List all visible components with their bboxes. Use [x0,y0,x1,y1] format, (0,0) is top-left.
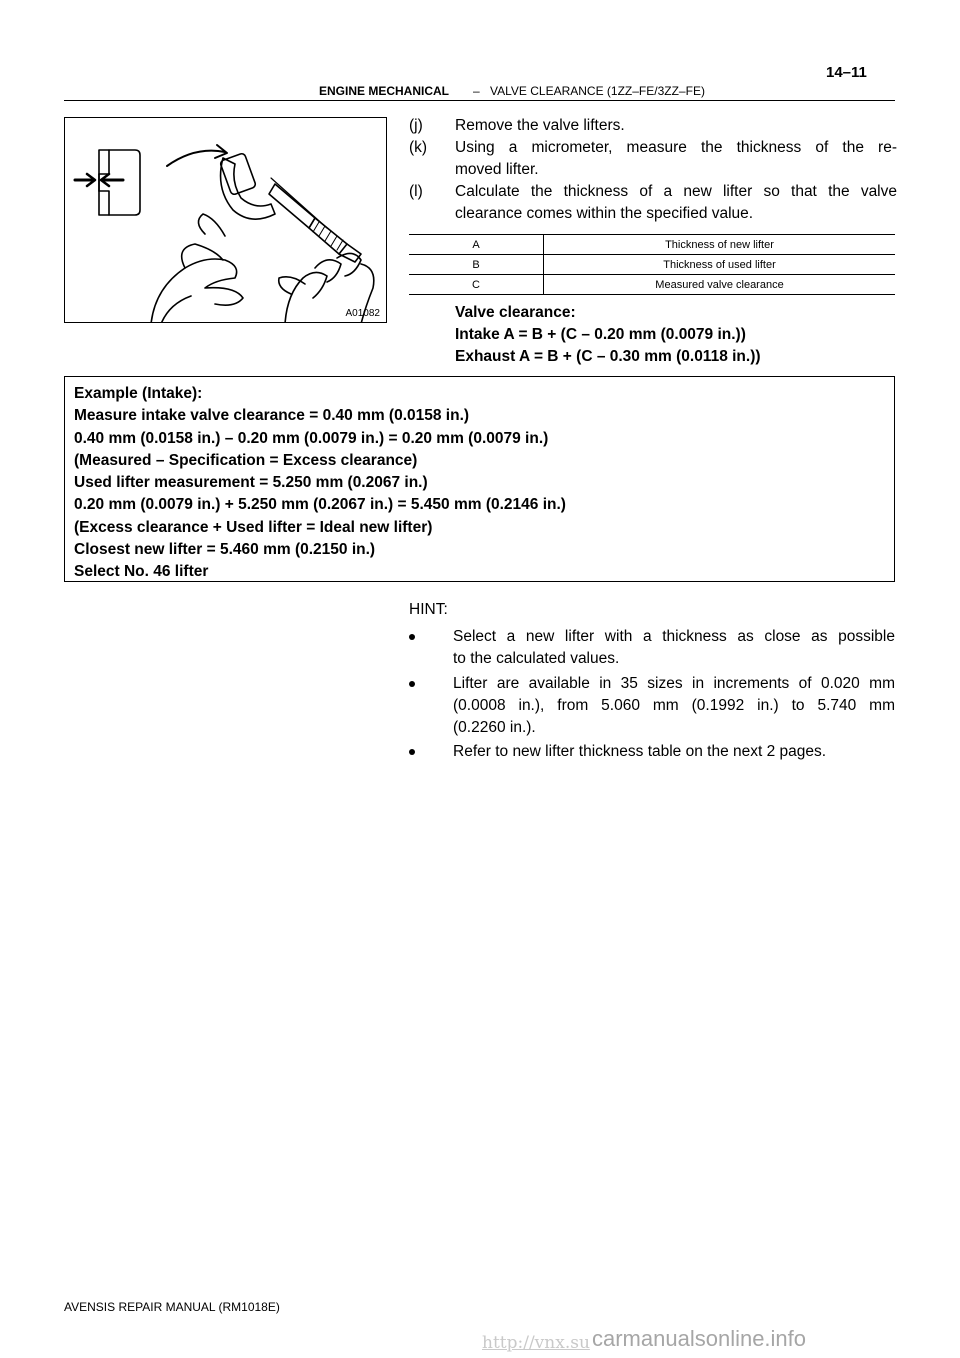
variable-description: Thickness of used lifter [544,255,896,275]
step-text: Using a micrometer, measure the thickness of the re- [455,139,897,156]
step-text-continued: moved lifter. [455,161,539,178]
example-line: Closest new lifter = 5.460 mm (0.2150 in.) [74,541,376,559]
example-line: 0.40 mm (0.0158 in.) – 0.20 mm (0.0079 in.) = 0.20 mm (0.0079 in.) [74,429,549,447]
step-k [409,137,899,181]
step-text: Remove the valve lifters. [455,117,625,134]
hint-bullet [409,673,899,739]
example-line: (Excess clearance + Used lifter = Ideal new lifter) [74,518,433,536]
page-number: 14–11 [826,64,867,81]
hint-bullet [409,741,899,763]
header-separator: – [473,84,480,98]
micrometer-illustration [64,117,387,323]
bullet-icon [409,681,415,687]
manual-footer: AVENSIS REPAIR MANUAL (RM1018E) [64,1300,280,1314]
step-label: (l) [409,183,423,200]
figure-id-label: A01082 [345,308,380,319]
table-row [409,275,895,295]
micrometer-drawing [65,118,387,323]
watermark-link[interactable]: http://vnx.su [482,1333,590,1353]
example-box [64,376,895,582]
example-line: 0.20 mm (0.0079 in.) + 5.250 mm (0.2067 in.) = 5.450 mm (0.2146 in.) [74,496,566,514]
step-label: (k) [409,139,428,156]
example-line: (Measured – Specification = Excess clearance) [74,451,418,469]
formula-exhaust: Exhaust A = B + (C – 0.30 mm (0.0118 in.)) [455,348,761,365]
variable-description: Thickness of new lifter [544,235,896,255]
formula-intake: Intake A = B + (C – 0.20 mm (0.0079 in.)) [455,326,746,343]
table-row [409,235,895,255]
example-line: Used lifter measurement = 5.250 mm (0.2067 in.) [74,474,428,492]
formula-title: Valve clearance: [455,304,576,321]
variable-table [409,234,895,295]
step-l [409,181,899,225]
variable-description: Measured valve clearance [544,275,896,295]
example-line: Measure intake valve clearance = 0.40 mm (0.0158 in.) [74,407,470,425]
hint-title: HINT: [409,601,448,618]
variable-key: B [409,255,544,275]
bullet-text: Select a new lifter with a thickness as close as possible [453,628,895,645]
bullet-icon [409,634,415,640]
watermark-site: carmanualsonline.info [592,1326,807,1351]
bullet-text-continued: (0.2260 in.). [453,719,536,736]
bullet-icon [409,749,415,755]
step-text-continued: clearance comes within the specified value. [455,205,754,222]
variable-key: A [409,235,544,255]
step-j [409,115,899,137]
bullet-text: Refer to new lifter thickness table on the next 2 pages. [453,743,827,760]
example-line: Select No. 46 lifter [74,563,209,581]
step-label: (j) [409,117,423,134]
variable-key: C [409,275,544,295]
table-row [409,255,895,275]
example-line: Example (Intake): [74,385,203,402]
bullet-text-continued: (0.0008 in.), from 5.060 mm (0.1992 in.) to 5.740 mm [453,697,895,714]
bullet-text: Lifter are available in 35 sizes in increments of 0.020 mm [453,675,895,692]
bullet-text-continued: to the calculated values. [453,650,620,667]
header-rule [64,100,895,101]
hint-bullet [409,626,899,670]
step-text: Calculate the thickness of a new lifter so that the valve [455,183,897,200]
section-title: ENGINE MECHANICAL [319,84,450,98]
page-title: VALVE CLEARANCE (1ZZ–FE/3ZZ–FE) [490,84,705,98]
